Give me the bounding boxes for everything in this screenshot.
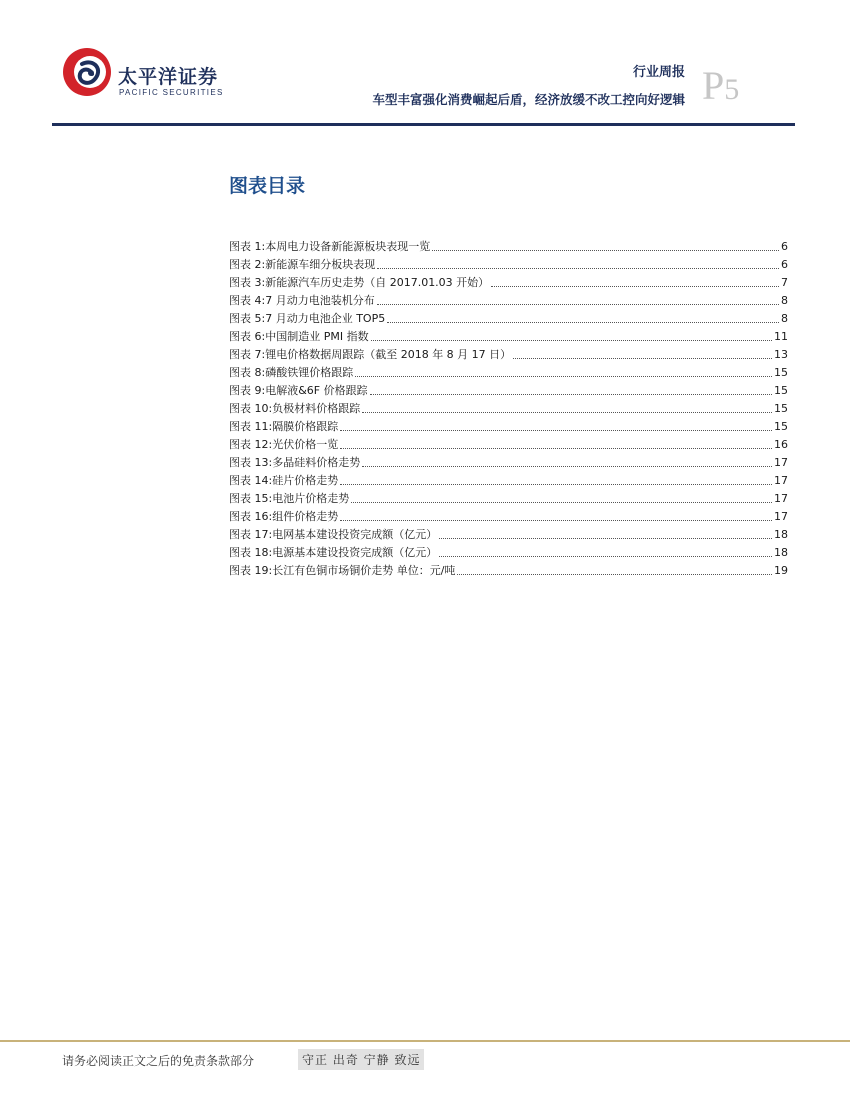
toc-leader-dots: [340, 475, 772, 485]
toc-entry-label: 图表 6:: [229, 330, 266, 343]
toc-entry-title: 多晶硅料价格走势: [272, 456, 361, 469]
toc-entry-page: 15: [774, 401, 788, 415]
toc-entry-page: 15: [774, 419, 788, 433]
toc-leader-dots: [370, 385, 772, 395]
toc-entry-label: 图表 8:: [229, 366, 266, 379]
toc-entry-label: 图表 19:: [229, 564, 273, 577]
toc-entry-title: 锂电价格数据周跟踪（截至 2018 年 8 月 17 日）: [265, 348, 512, 361]
toc-entry-label: 图表 11:: [229, 420, 273, 433]
toc-entry-label: 图表 10:: [229, 402, 273, 415]
toc-entry-page: 6: [781, 257, 788, 271]
toc-entry-page: 17: [774, 455, 788, 469]
toc-leader-dots: [377, 259, 779, 269]
toc-list: [229, 237, 788, 579]
toc-entry[interactable]: [229, 471, 788, 489]
toc-entry-label: 图表 15:: [229, 492, 273, 505]
toc-entry-page: 8: [781, 293, 788, 307]
toc-entry[interactable]: [229, 453, 788, 471]
section-title: 图表目录: [229, 175, 306, 197]
toc-entry[interactable]: [229, 309, 788, 327]
toc-entry-page: 6: [781, 239, 788, 253]
toc-entry-page: 7: [781, 275, 788, 289]
toc-entry[interactable]: [229, 561, 788, 579]
toc-entry-title: 新能源汽车历史走势（自 2017.01.03 开始）: [265, 276, 490, 289]
toc-entry-title: 光伏价格一览: [272, 438, 339, 451]
toc-entry[interactable]: [229, 543, 788, 561]
toc-entry[interactable]: [229, 255, 788, 273]
toc-entry-label: 图表 13:: [229, 456, 273, 469]
toc-entry-title: 负极材料价格跟踪: [272, 402, 361, 415]
toc-entry[interactable]: [229, 507, 788, 525]
toc-entry[interactable]: [229, 435, 788, 453]
toc-leader-dots: [439, 529, 772, 539]
toc-entry-page: 11: [774, 329, 788, 343]
toc-leader-dots: [340, 421, 772, 431]
toc-leader-dots: [457, 565, 772, 575]
toc-entry-title: 7 月动力电池企业 TOP5: [265, 312, 386, 325]
toc-entry-page: 18: [774, 545, 788, 559]
toc-entry-label: 图表 2:: [229, 258, 266, 271]
toc-entry-title: 硅片价格走势: [272, 474, 339, 487]
toc-entry-label: 图表 4:: [229, 294, 266, 307]
toc-entry-label: 图表 16:: [229, 510, 273, 523]
report-type: 行业周报: [632, 65, 685, 80]
toc-leader-dots: [362, 403, 772, 413]
toc-entry[interactable]: [229, 399, 788, 417]
toc-entry[interactable]: [229, 291, 788, 309]
footer-disclaimer: 请务必阅读正文之后的免责条款部分: [62, 1054, 255, 1068]
toc-leader-dots: [362, 457, 772, 467]
pacific-securities-logo-icon: [60, 44, 114, 98]
toc-entry[interactable]: [229, 327, 788, 345]
toc-entry-title: 电池片价格走势: [272, 492, 350, 505]
toc-entry-title: 新能源车细分板块表现: [265, 258, 376, 271]
toc-entry-title: 电源基本建设投资完成额（亿元）: [272, 546, 438, 559]
toc-entry-page: 18: [774, 527, 788, 541]
toc-leader-dots: [377, 295, 779, 305]
footer-divider: [0, 1040, 850, 1042]
toc-entry-page: 15: [774, 383, 788, 397]
page-digit: 5: [724, 73, 740, 106]
toc-entry-title: 本周电力设备新能源板块表现一览: [265, 240, 431, 253]
logo-chinese-name: 太平洋证券: [118, 66, 219, 88]
toc-entry[interactable]: [229, 489, 788, 507]
toc-entry-page: 13: [774, 347, 788, 361]
page-number: [702, 63, 740, 108]
toc-entry-page: 16: [774, 437, 788, 451]
toc-entry-title: 组件价格走势: [272, 510, 339, 523]
toc-entry-page: 17: [774, 509, 788, 523]
toc-entry-label: 图表 3:: [229, 276, 266, 289]
toc-entry[interactable]: [229, 417, 788, 435]
toc-entry[interactable]: [229, 525, 788, 543]
toc-leader-dots: [491, 277, 779, 287]
toc-entry[interactable]: [229, 363, 788, 381]
toc-entry[interactable]: [229, 237, 788, 255]
toc-leader-dots: [513, 349, 772, 359]
toc-entry[interactable]: [229, 381, 788, 399]
toc-entry-title: 中国制造业 PMI 指数: [265, 330, 369, 343]
toc-entry-title: 电网基本建设投资完成额（亿元）: [272, 528, 438, 541]
toc-entry-title: 磷酸铁锂价格跟踪: [265, 366, 354, 379]
toc-entry-page: 15: [774, 365, 788, 379]
report-subtitle: 车型丰富强化消费崛起后盾，经济放缓不改工控向好逻辑: [372, 92, 685, 107]
toc-leader-dots: [355, 367, 772, 377]
toc-leader-dots: [340, 439, 772, 449]
toc-entry-title: 7 月动力电池装机分布: [265, 294, 375, 307]
toc-leader-dots: [340, 511, 772, 521]
toc-leader-dots: [351, 493, 772, 503]
toc-entry-label: 图表 7:: [229, 348, 266, 361]
page-letter: P: [702, 63, 725, 108]
toc-entry-page: 19: [774, 563, 788, 577]
logo-english-name: PACIFIC SECURITIES: [119, 88, 224, 97]
toc-leader-dots: [432, 241, 779, 251]
footer-motto: 守正 出奇 宁静 致远: [298, 1049, 424, 1070]
toc-entry-page: 8: [781, 311, 788, 325]
header-divider: [52, 123, 795, 126]
toc-entry-label: 图表 12:: [229, 438, 273, 451]
toc-entry-label: 图表 5:: [229, 312, 266, 325]
toc-entry-label: 图表 18:: [229, 546, 273, 559]
toc-entry[interactable]: [229, 345, 788, 363]
toc-leader-dots: [439, 547, 772, 557]
toc-entry-title: 隔膜价格跟踪: [272, 420, 339, 433]
toc-leader-dots: [371, 331, 772, 341]
toc-entry-page: 17: [774, 491, 788, 505]
toc-entry-title: 长江有色铜市场铜价走势 单位：元/吨: [272, 564, 456, 577]
toc-entry-label: 图表 14:: [229, 474, 273, 487]
toc-entry-page: 17: [774, 473, 788, 487]
toc-entry-label: 图表 17:: [229, 528, 273, 541]
toc-entry[interactable]: [229, 273, 788, 291]
toc-entry-title: 电解液&6F 价格跟踪: [265, 384, 368, 397]
toc-leader-dots: [387, 313, 779, 323]
toc-entry-label: 图表 9:: [229, 384, 266, 397]
toc-entry-label: 图表 1:: [229, 240, 266, 253]
